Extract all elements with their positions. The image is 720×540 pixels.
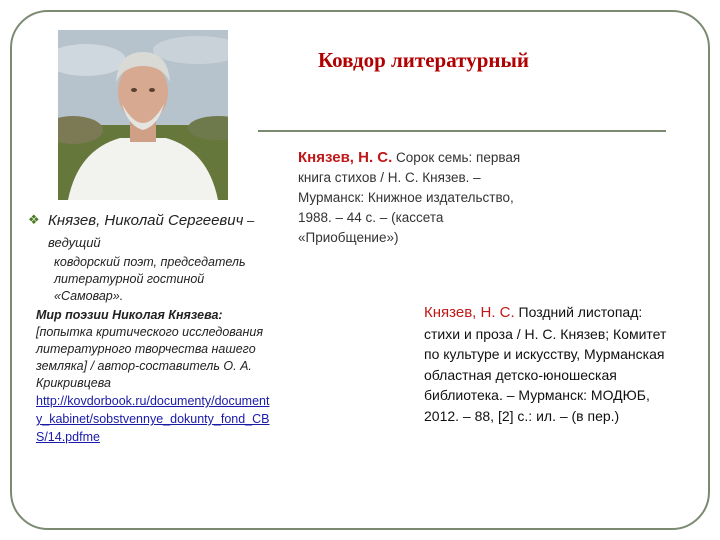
diamond-bullet-icon: ❖ xyxy=(28,212,40,227)
bio-block xyxy=(36,210,274,446)
book-entry-2 xyxy=(424,302,674,426)
slide-title: Ковдор литературный xyxy=(318,48,529,72)
bio-role: – ведущий xyxy=(48,213,255,250)
bio-description: ковдорский поэт, председатель литературной гостиной «Самовар». xyxy=(54,255,246,303)
book2-author: Князев, Н. С. xyxy=(424,304,515,321)
work-title: Мир поэзии Николая Князева: xyxy=(36,308,223,322)
book2-description: Поздний листопад: стихи и проза / Н. С. Князев; Комитет по культуре и искусству, Мурманская областная детско-юношеская библиотека. – Мурманск: МОДЮБ, 2012. – 88, [2] с.: ил. – (в пер.) xyxy=(424,304,667,424)
work-description: [попытка критического исследования литературного творчества нашего земляка] / автор-составитель О. А. Крикривцева xyxy=(36,325,264,390)
book-entry-1 xyxy=(298,148,538,248)
book1-description: Сорок семь: первая книга стихов / Н. С. Князев. – Мурманск: Книжное издательство, 1988. – 44 с. – (кассета «Приобщение») xyxy=(298,150,521,245)
book1-author: Князев, Н. С. xyxy=(298,149,393,166)
author-photo xyxy=(58,30,228,200)
work-link[interactable]: http://kovdorbook.ru/documenty/documenty_kabinet/sobstvennye_dokunty_fond_CBS/14.pdfme xyxy=(36,394,270,444)
title-divider xyxy=(258,130,666,132)
bio-name: Князев, Николай Сергеевич xyxy=(48,212,244,229)
